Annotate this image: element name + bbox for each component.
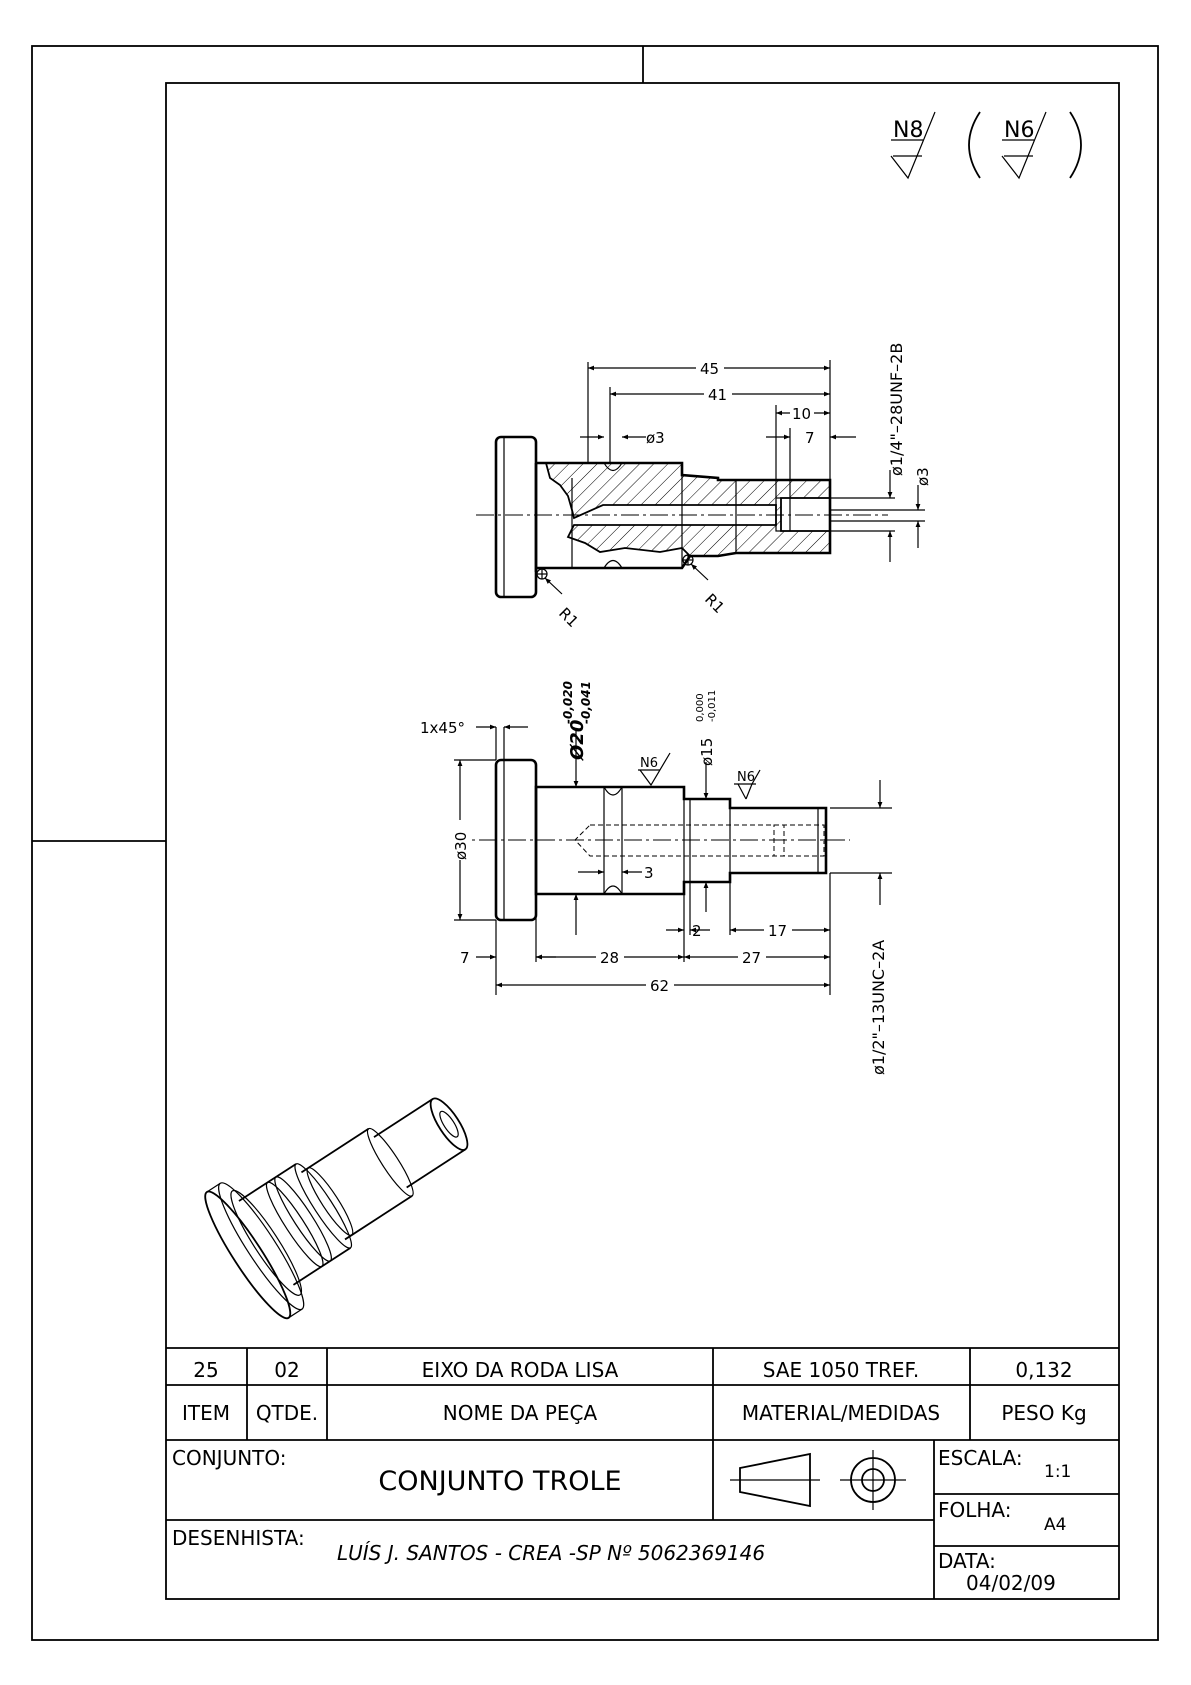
- radius-right-label: R1: [701, 590, 729, 617]
- tol-d20-upper: -0,020: [561, 681, 575, 724]
- dim-d15-label: ø15: [698, 737, 716, 766]
- dim-10-label: 10: [792, 405, 812, 423]
- header-material: MATERIAL/MEDIDAS: [741, 1401, 941, 1425]
- dim-45-label: 45: [700, 360, 720, 378]
- dim-thread-top-label: ø1/4"–28UNF–2B: [887, 342, 906, 476]
- sheet-value: A4: [1044, 1515, 1067, 1535]
- dim-d20-label: Ø20: [567, 719, 588, 760]
- section-view: [476, 343, 932, 631]
- dim-d30-label: ø30: [452, 831, 470, 860]
- material-value: SAE 1050 TREF.: [762, 1358, 920, 1382]
- qty-value: 02: [274, 1358, 300, 1382]
- finish-front-1: N6: [640, 756, 658, 771]
- dim-62-label: 62: [650, 977, 670, 995]
- dim-7-front-label: 7: [460, 949, 470, 967]
- sheet-label: FOLHA:: [938, 1498, 1012, 1522]
- header-item: ITEM: [181, 1401, 231, 1425]
- header-qty: QTDE.: [255, 1401, 319, 1425]
- header-weight: PESO Kg: [1001, 1401, 1087, 1425]
- radius-left-label: R1: [555, 604, 583, 631]
- tol-d20-lower: -0,041: [579, 681, 593, 724]
- front-view: [420, 681, 892, 1075]
- dim-7-top-label: 7: [805, 429, 815, 447]
- tol-d15-upper: 0,000: [695, 693, 706, 722]
- date-value: 04/02/09: [966, 1571, 1056, 1595]
- surface-finish-symbols: [891, 112, 1081, 178]
- date-label: DATA:: [938, 1549, 996, 1573]
- section-hatch: [546, 463, 830, 556]
- dim-thread-front-label: ø1/2"–13UNC–2A: [869, 939, 888, 1075]
- section-flange: [496, 437, 536, 597]
- finish-front-2: N6: [737, 770, 755, 785]
- title-block: [166, 1348, 1119, 1599]
- dim-27-label: 27: [742, 949, 762, 967]
- assembly-value: CONJUNTO TROLE: [378, 1466, 622, 1497]
- drafter-value: LUÍS J. SANTOS - CREA -SP Nº 5062369146: [337, 1541, 766, 1565]
- weight-value: 0,132: [1015, 1358, 1073, 1382]
- isometric-view: [195, 1056, 498, 1326]
- dim-hole-d3-label: ø3: [646, 429, 665, 447]
- part-name: EIXO DA RODA LISA: [421, 1358, 619, 1382]
- tol-d15-lower: -0,011: [707, 689, 718, 722]
- chamfer-label: 1x45°: [420, 719, 466, 737]
- dim-41-label: 41: [708, 386, 728, 404]
- item-value: 25: [193, 1358, 219, 1382]
- drafter-label: DESENHISTA:: [172, 1526, 305, 1550]
- projection-symbol: [730, 1450, 906, 1510]
- scale-value: 1:1: [1044, 1462, 1072, 1482]
- dim-2-label: 2: [692, 922, 702, 940]
- assembly-label: CONJUNTO:: [172, 1446, 287, 1470]
- dim-28-label: 28: [600, 949, 620, 967]
- scale-label: ESCALA:: [938, 1446, 1023, 1470]
- header-name: NOME DA PEÇA: [442, 1401, 598, 1425]
- dim-d3-right-label: ø3: [914, 467, 932, 486]
- finish-secondary-label: N6: [1004, 118, 1035, 143]
- finish-general-label: N8: [893, 118, 924, 143]
- dim-17-label: 17: [768, 922, 788, 940]
- dim-3-label: 3: [644, 864, 654, 882]
